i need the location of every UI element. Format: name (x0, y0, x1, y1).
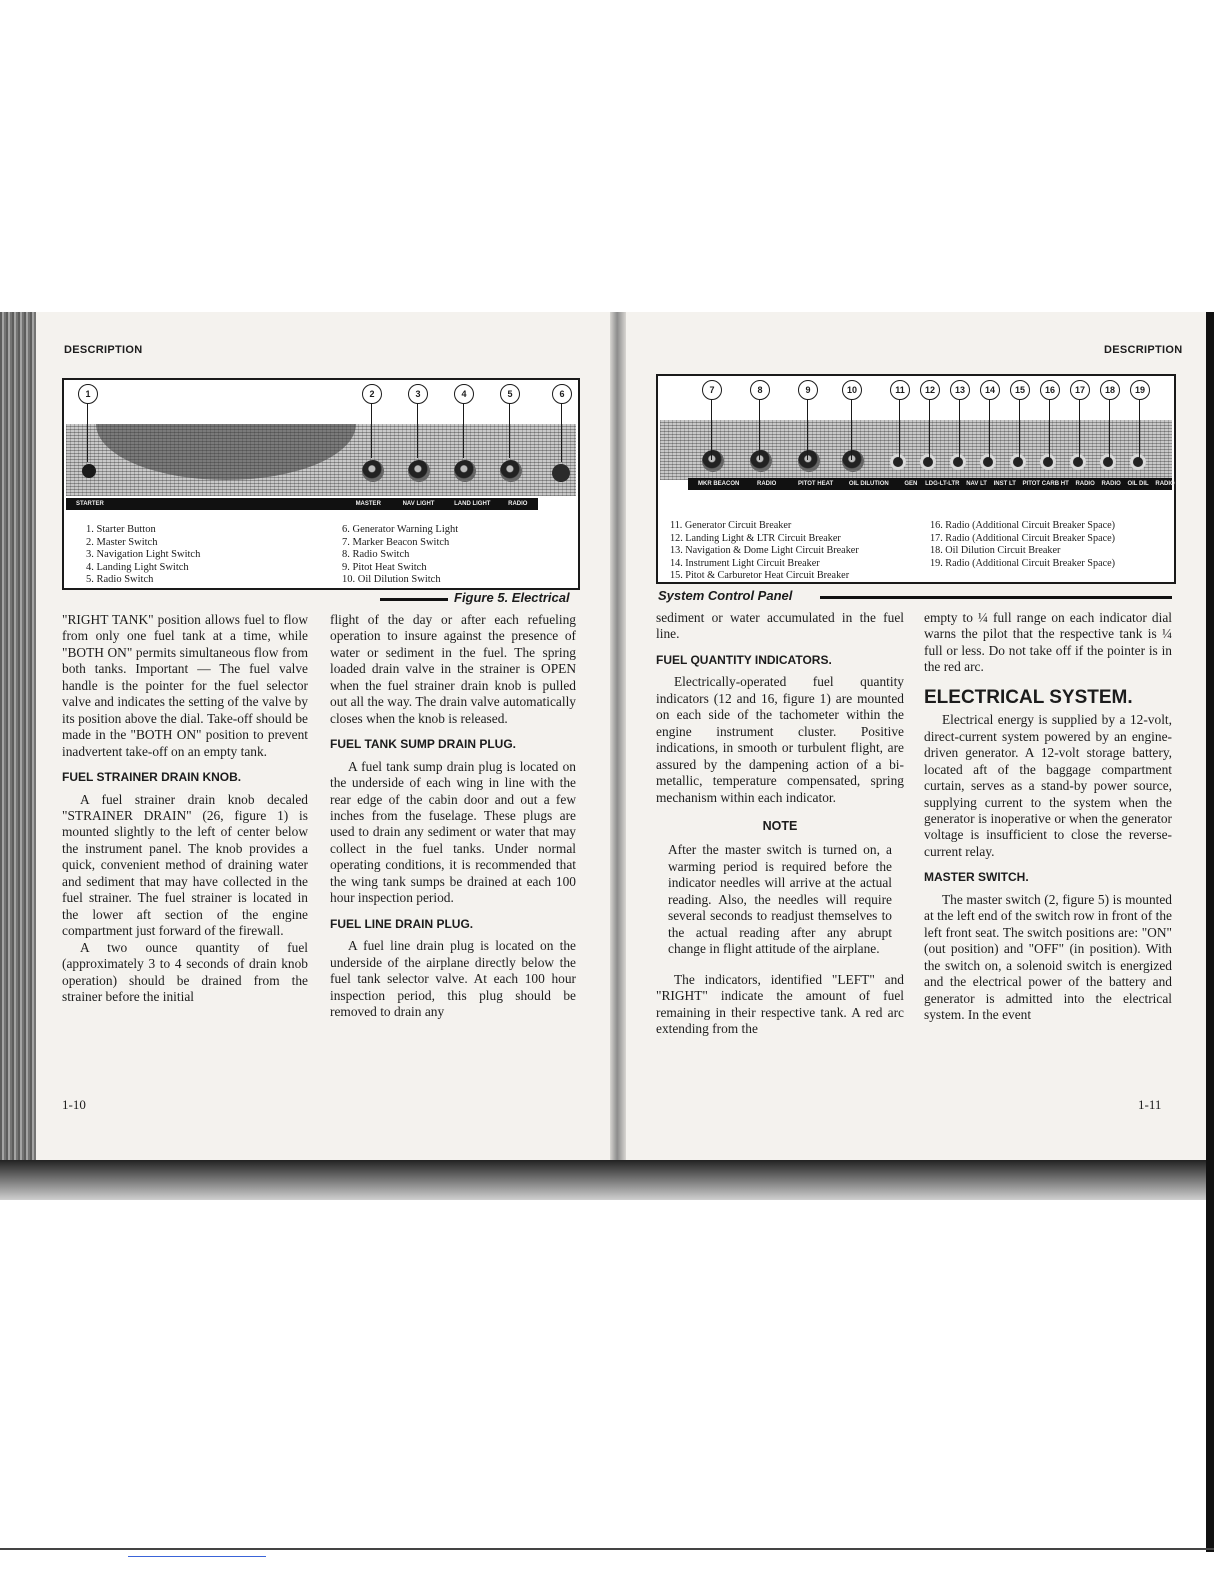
panel-strip (66, 424, 576, 496)
callout-leader (417, 402, 418, 458)
callout-leader (929, 398, 930, 460)
panel-label: PITOT HEAT (798, 481, 834, 487)
callout-number: 18 (1100, 380, 1120, 400)
instrument-cutout (96, 424, 356, 480)
paragraph: A fuel line drain plug is located on the underside of the airplane directly below the fuel tank selector valve. At each 100 hour inspection period, this plug should be removed to drain any (330, 938, 576, 1019)
section-heading: FUEL QUANTITY INDICATORS. (656, 652, 832, 667)
paragraph: Electrical energy is supplied by a 12-volt, direct-current system powered by an engine-driven generator. A 12-volt storage battery, located aft of the baggage compartment curtain, serves as a stand-by power source, supplying current to the system when the generator is inoperative or when the generator voltage is insufficient to close the reverse-current relay. (924, 712, 1172, 859)
switch-knob (362, 460, 384, 482)
section-heading: FUEL STRAINER DRAIN KNOB. (62, 770, 242, 785)
running-header-right: DESCRIPTION (1104, 344, 1183, 356)
callout-leader (899, 398, 900, 460)
circuit-breaker-image (1010, 454, 1026, 470)
switch-knob (750, 450, 772, 472)
panel-label: OIL DILUTION (848, 481, 889, 487)
callout-number: 2 (362, 384, 382, 404)
panel-label: RADIO (508, 501, 528, 507)
paragraph: empty to ¼ full range on each indicator dial warns the pilot that the respective tank is ¼ full or less. Do not take off if the pointer is in the red arc. (924, 610, 1172, 675)
legend-item: 17. Radio (Additional Circuit Breaker Space) (930, 532, 1116, 544)
paragraph: A two ounce quantity of fuel (approximately 3 to 4 seconds of drain knob operation) should be drained from the strainer before the initial (62, 939, 308, 1004)
callout-number: 14 (980, 380, 1000, 400)
paragraph: A fuel tank sump drain plug is located on the underside of each wing in line with the rear edge of the cabin door and out a few inches from the fuselage. These plugs are used to drain any sediment or water that may collect in the fuel tanks. Under normal operating conditions, it is recommended that the wing tank sumps be drained at each 100 hour inspection period. (330, 758, 576, 906)
callout-leader (87, 402, 88, 462)
control-panel-figure-left (62, 378, 580, 590)
callout-leader (463, 402, 464, 458)
figure-legend-right-a (670, 520, 859, 583)
blue-underline (128, 1556, 266, 1557)
figure-legend-left-b (342, 524, 458, 587)
paragraph: sediment or water accumulated in the fuel line. (656, 610, 904, 642)
note-text: After the master switch is turned on, a warming period is required before the indicator needles will arrive at the actual reading. Also, the needles will require several seconds to readjust themselves to the actual reading after any abrupt change in flight attitude of the airplane. (668, 842, 892, 957)
panel-label: RADIO (1155, 481, 1175, 487)
panel-label: GEN (904, 481, 918, 487)
panel-label: MASTER (355, 501, 381, 507)
section-heading: FUEL LINE DRAIN PLUG. (330, 916, 474, 931)
paragraph: The indicators, identified "LEFT" and "RIGHT" indicate the amount of fuel remaining in their respective tank. A red arc extending from the (656, 971, 904, 1036)
callout-leader (989, 398, 990, 460)
section-heading: FUEL TANK SUMP DRAIN PLUG. (330, 737, 517, 752)
legend-item: 10. Oil Dilution Switch (342, 574, 441, 586)
paragraph: "RIGHT TANK" position allows fuel to flow from only one fuel tank at a time, while "BOTH ON" permits simultaneous flow from both tanks. Important — The fuel valve handle is the pointer for the fuel selector valve and indicates the setting of the valve by its position above the dial. Take-off should be made in the "BOTH ON" position to prevent inadvertent take-off on an empty tank. (62, 612, 308, 759)
circuit-breaker-image (950, 454, 966, 470)
callout-number: 5 (500, 384, 520, 404)
callout-number: 16 (1040, 380, 1060, 400)
legend-item: 7. Marker Beacon Switch (342, 536, 450, 548)
callout-leader (1109, 398, 1110, 460)
caption-rule (380, 598, 448, 601)
callout-number: 17 (1070, 380, 1090, 400)
paragraph: flight of the day or after each refueling operation to insure against the presence of water or sediment in the fuel. The spring loaded drain valve in the strainer is OPEN when the fuel strainer drain knob is pulled out all the way. The drain valve automatically closes when the knob is released. (330, 612, 576, 726)
callout-leader (807, 398, 808, 460)
callout-leader (509, 402, 510, 458)
switch-knob (408, 460, 430, 482)
switch-knob (798, 450, 820, 472)
legend-item: 5. Radio Switch (86, 574, 154, 586)
callout-number: 15 (1010, 380, 1030, 400)
panel-label: PITOT CARB HT (1022, 481, 1069, 487)
book-gutter (610, 312, 626, 1172)
panel-label: NAV LIGHT (402, 501, 435, 507)
panel-label: RADIO (757, 481, 777, 487)
legend-item: 16. Radio (Additional Circuit Breaker Space) (930, 520, 1116, 531)
callout-leader (1079, 398, 1080, 460)
control-panel-figure-right (656, 374, 1176, 584)
page-number-right: 1-11 (1138, 1097, 1162, 1112)
callout-number: 4 (454, 384, 474, 404)
legend-item: 1. Starter Button (86, 524, 156, 535)
legend-item: 9. Pitot Heat Switch (342, 561, 427, 573)
circuit-breaker-image (980, 454, 996, 470)
callout-number: 11 (890, 380, 910, 400)
panel-label: RADIO (1101, 481, 1121, 487)
scan-right-edge (1206, 312, 1214, 1552)
callout-number: 1 (78, 384, 98, 404)
section-title: ELECTRICAL SYSTEM. (924, 686, 1133, 708)
page-number-left: 1-10 (62, 1097, 86, 1112)
panel-labels (66, 498, 538, 510)
caption-rule (820, 596, 1172, 599)
paragraph: A fuel strainer drain knob decaled "STRAINER DRAIN" (26, figure 1) is mounted slightly to the left of center below the instrument panel. The knob provides a quick, convenient method of draining water and sediment that may have collected in the fuel strainer. The fuel strainer is located in the lower aft section of the engine compartment just forward of the firewall. (62, 791, 308, 939)
paragraph: Electrically-operated fuel quantity indicators (12 and 16, figure 1) are mounted on each side of the tachometer within the engine instrument cluster. Positive indications, in smooth or turbulent flight, are assured by the dampening action of a bi-metallic, temperature compensated, spring mechanism within each indicator. (656, 674, 904, 805)
panel-label: LDG-LT-LTR (925, 481, 960, 487)
legend-item: 14. Instrument Light Circuit Breaker (670, 557, 820, 569)
starter-button-image (82, 464, 96, 478)
panel-strip (660, 420, 1172, 480)
text-column-1 (62, 612, 308, 1005)
figure-legend-right-b (930, 520, 1115, 570)
section-heading: MASTER SWITCH. (924, 870, 1029, 885)
panel-label: LAND LIGHT (454, 501, 491, 507)
callout-leader (959, 398, 960, 460)
circuit-breaker-image (920, 454, 936, 470)
callout-leader (561, 402, 562, 462)
callout-number: 10 (842, 380, 862, 400)
circuit-breaker-image (1100, 454, 1116, 470)
figure-caption-part2: System Control Panel (658, 588, 793, 603)
circuit-breaker-image (1040, 454, 1056, 470)
warning-light-image (552, 464, 570, 482)
text-column-2 (330, 612, 576, 1020)
page-stack-edge (0, 312, 36, 1172)
panel-label: MKR BEACON (698, 481, 740, 487)
callout-leader (1049, 398, 1050, 460)
text-column-4 (924, 610, 1172, 1023)
callout-number: 9 (798, 380, 818, 400)
legend-item: 11. Generator Circuit Breaker (670, 520, 792, 531)
callout-number: 12 (920, 380, 940, 400)
panel-label: OIL DIL (1127, 481, 1149, 487)
switch-knob (702, 450, 724, 472)
text-column-3 (656, 610, 904, 1037)
legend-item: 3. Navigation Light Switch (86, 549, 201, 561)
panel-label: STARTER (76, 501, 104, 507)
panel-labels (688, 478, 1175, 490)
callout-leader (711, 398, 712, 460)
note-heading: NOTE (762, 818, 798, 833)
panel-label: RADIO (1075, 481, 1095, 487)
legend-item: 13. Navigation & Dome Light Circuit Breaker (670, 545, 859, 557)
callout-leader (851, 398, 852, 460)
figure-legend-left-a (86, 524, 200, 587)
switch-knob (454, 460, 476, 482)
legend-item: 6. Generator Warning Light (342, 524, 459, 535)
legend-item: 19. Radio (Additional Circuit Breaker Space) (930, 557, 1116, 569)
scan-bottom-rule (0, 1548, 1214, 1550)
callout-number: 13 (950, 380, 970, 400)
callout-leader (759, 398, 760, 460)
callout-leader (1139, 398, 1140, 460)
callout-leader (1019, 398, 1020, 460)
callout-number: 8 (750, 380, 770, 400)
running-header-left: DESCRIPTION (64, 344, 143, 356)
switch-knob (842, 450, 864, 472)
scan-bottom-shadow (0, 1160, 1214, 1200)
callout-number: 7 (702, 380, 722, 400)
legend-item: 4. Landing Light Switch (86, 561, 189, 573)
circuit-breaker-image (890, 454, 906, 470)
switch-knob (500, 460, 522, 482)
circuit-breaker-image (1070, 454, 1086, 470)
legend-item: 8. Radio Switch (342, 549, 410, 561)
callout-number: 6 (552, 384, 572, 404)
circuit-breaker-image (1130, 454, 1146, 470)
figure-caption-part1: Figure 5. Electrical (454, 590, 570, 605)
callout-number: 19 (1130, 380, 1150, 400)
callout-number: 3 (408, 384, 428, 404)
callout-leader (371, 402, 372, 458)
panel-label: NAV LT (966, 481, 987, 487)
paragraph: The master switch (2, figure 5) is mounted at the left end of the switch row in front of the left front seat. The switch positions are: "ON" (out position) and "OFF" (in position). With the switch on, a solenoid switch is energized and the electrical power of the battery and generator is admitted into the electrical system. In the event (924, 891, 1172, 1022)
legend-item: 15. Pitot & Carburetor Heat Circuit Breaker (670, 570, 850, 582)
panel-label: INST LT (993, 481, 1016, 487)
legend-item: 18. Oil Dilution Circuit Breaker (930, 545, 1061, 557)
legend-item: 2. Master Switch (86, 536, 158, 548)
legend-item: 12. Landing Light & LTR Circuit Breaker (670, 532, 841, 544)
